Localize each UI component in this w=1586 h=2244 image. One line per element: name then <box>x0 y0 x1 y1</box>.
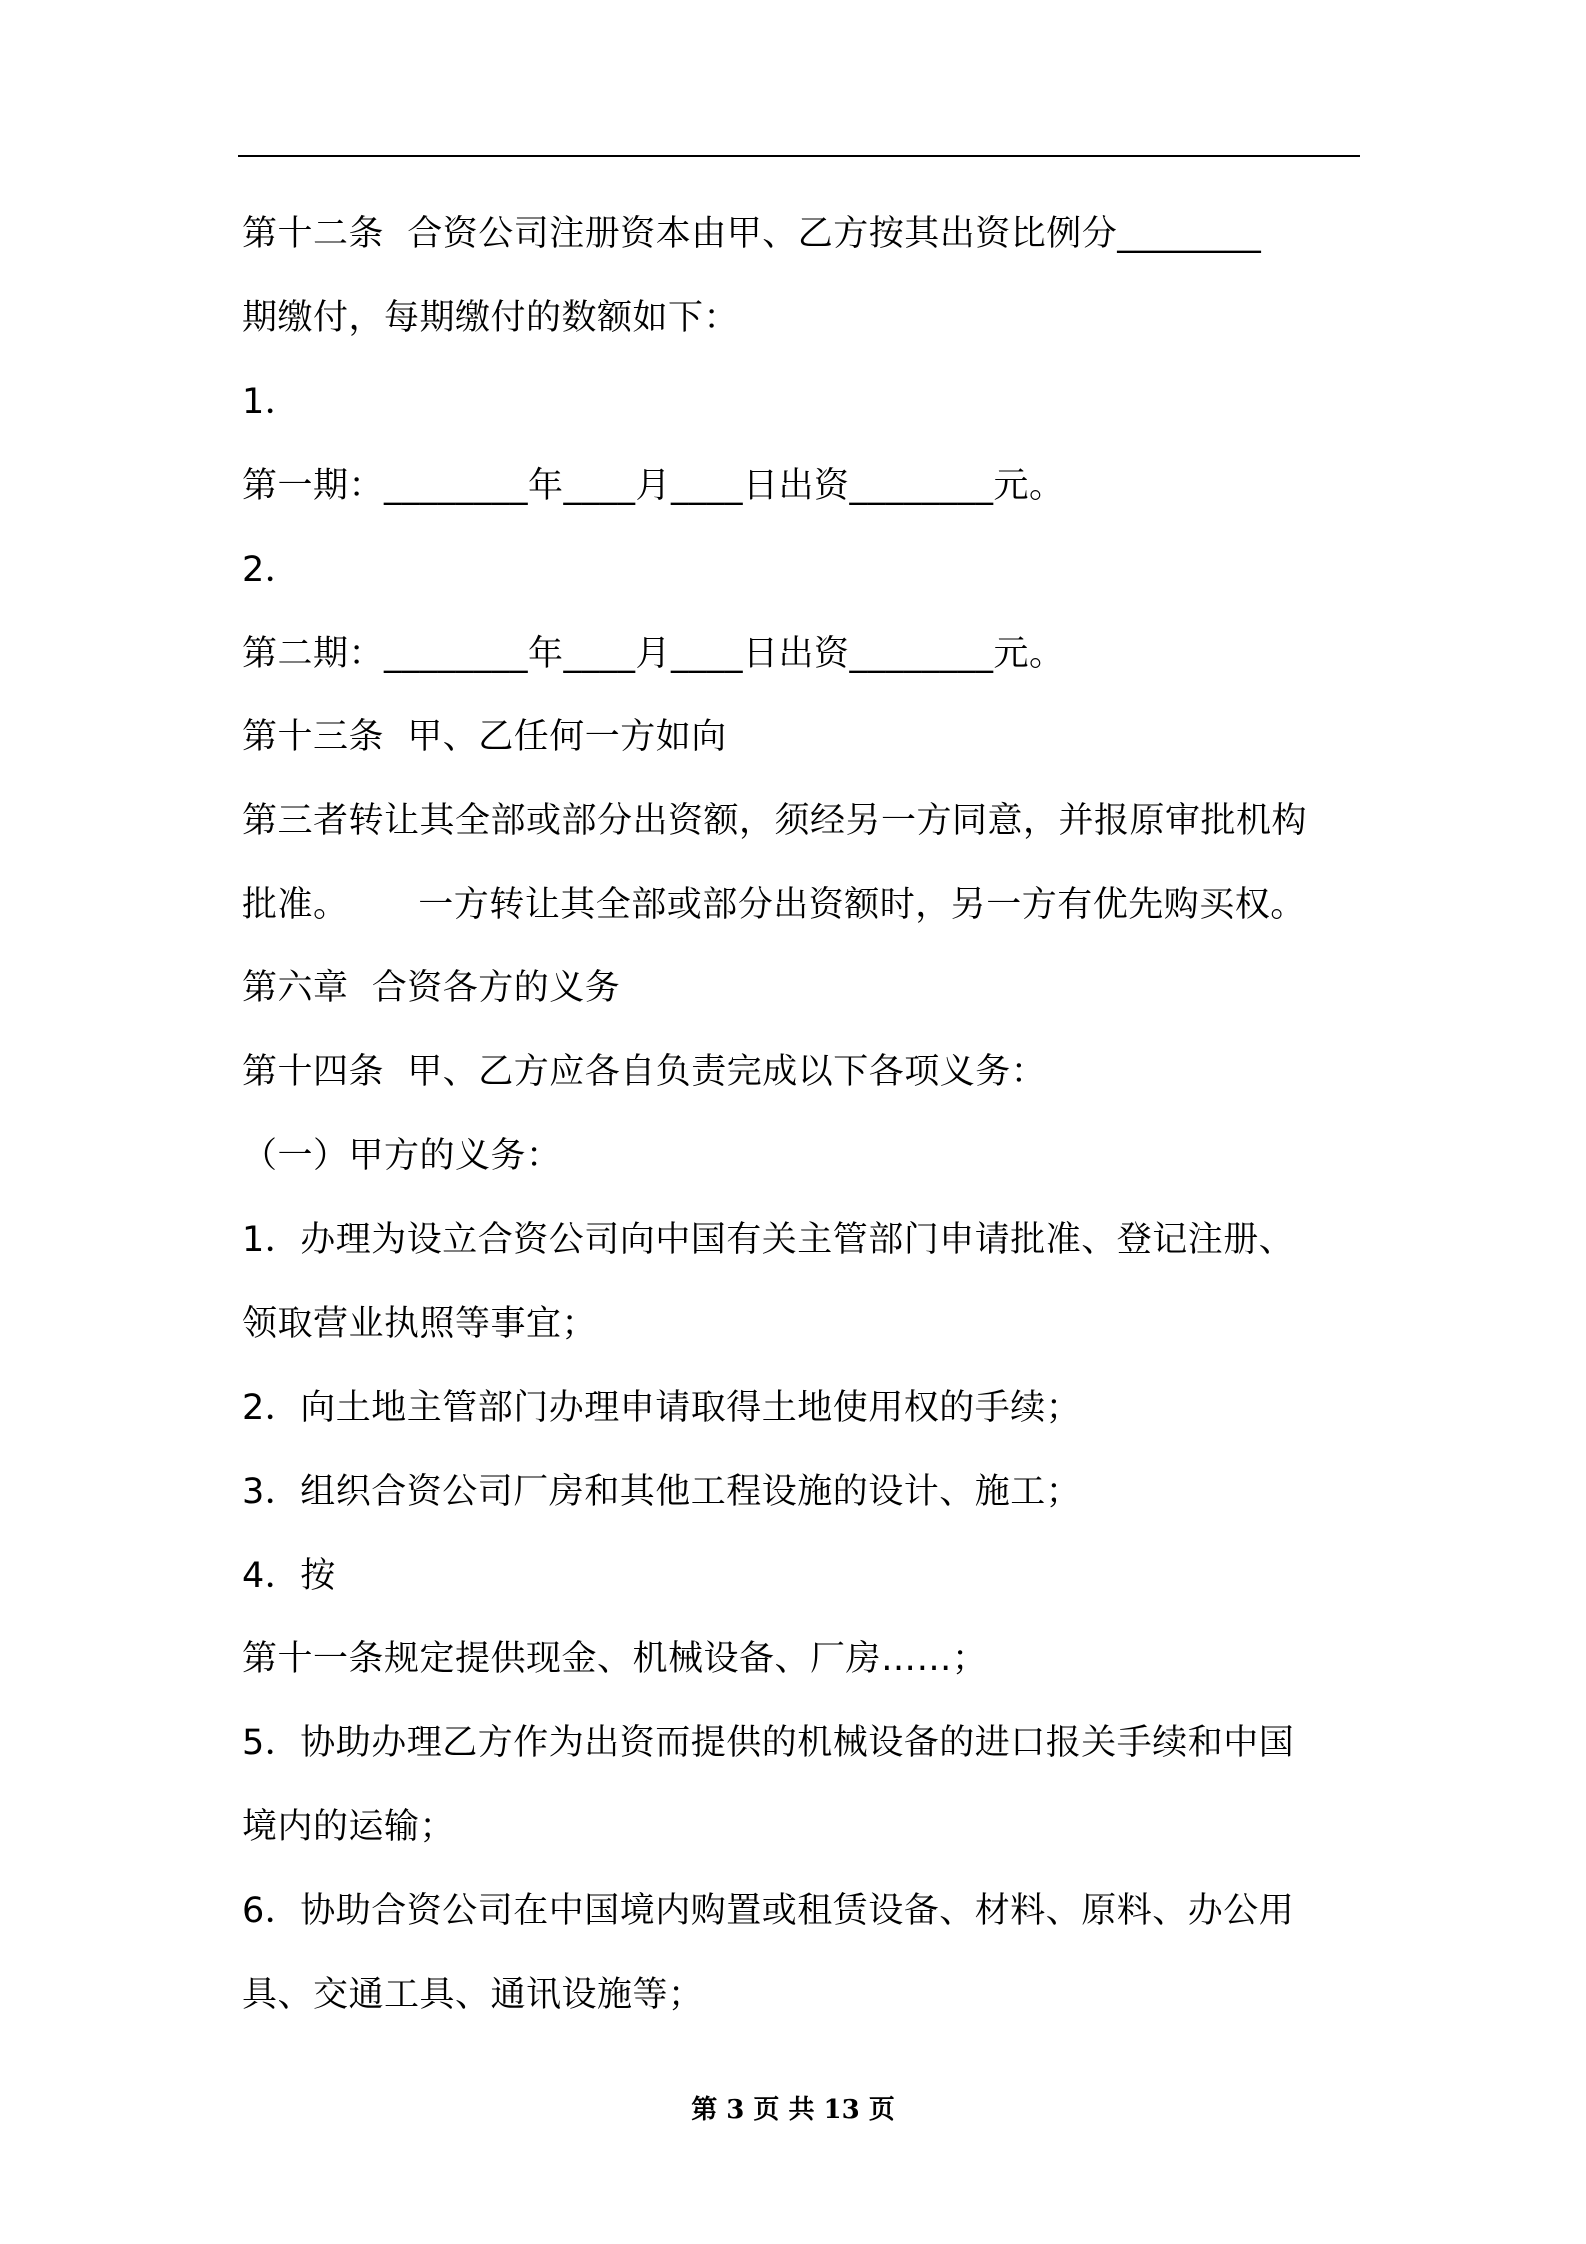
item-2-number: 2． <box>242 550 301 590</box>
obligation-5-line-2: 境内的运输； <box>242 1807 456 1847</box>
obligation-6-line-1: 6．协助合资公司在中国境内购置或租赁设备、材料、原料、办公用 <box>242 1891 1295 1931</box>
obligation-3-line: 3．组织合资公司厂房和其他工程设施的设计、施工； <box>242 1472 1082 1512</box>
obligation-1-line-2: 领取营业执照等事宜； <box>242 1304 598 1344</box>
article-12-line-1: 第十二条 合资公司注册资本由甲、乙方按其出资比例分________ <box>242 214 1262 254</box>
page-number-footer: 第 3 页 共 13 页 <box>691 2095 895 2125</box>
article-12-line-2: 期缴付，每期缴付的数额如下： <box>242 298 740 338</box>
item-1-number: 1． <box>242 382 301 422</box>
obligation-1-line-1: 1．办理为设立合资公司向中国有关主管部门申请批准、登记注册、 <box>242 1220 1295 1260</box>
phase-2-line: 第二期：________年____月____日出资________元。 <box>242 634 1065 674</box>
obligation-4-line-1: 4．按 <box>242 1556 336 1596</box>
article-14-line: 第十四条 甲、乙方应各自负责完成以下各项义务： <box>242 1052 1047 1092</box>
header-rule <box>238 155 1360 157</box>
chapter-6-heading: 第六章 合资各方的义务 <box>242 968 621 1008</box>
obligation-5-line-1: 5．协助办理乙方作为出资而提供的机械设备的进口报关手续和中国 <box>242 1723 1295 1763</box>
phase-1-line: 第一期：________年____月____日出资________元。 <box>242 466 1065 506</box>
article-13-line-3: 批准。 一方转让其全部或部分出资额时，另一方有优先购买权。 <box>242 885 1306 925</box>
article-13-line-1: 第十三条 甲、乙任何一方如向 <box>242 717 727 757</box>
obligation-4-line-2: 第十一条规定提供现金、机械设备、厂房……； <box>242 1639 988 1679</box>
obligation-2-line: 2．向土地主管部门办理申请取得土地使用权的手续； <box>242 1388 1082 1428</box>
obligation-6-line-2: 具、交通工具、通讯设施等； <box>242 1975 704 2015</box>
party-a-obligations-heading: （一）甲方的义务： <box>242 1136 562 1176</box>
article-13-line-2: 第三者转让其全部或部分出资额，须经另一方同意，并报原审批机构 <box>242 801 1308 841</box>
